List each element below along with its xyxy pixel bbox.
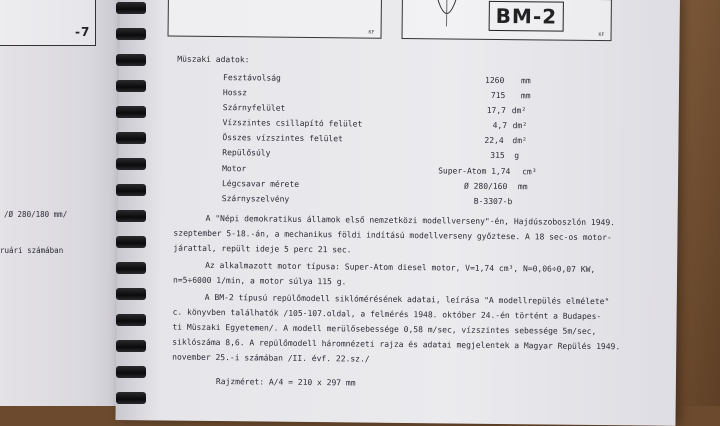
spec-value: 4,7 bbox=[493, 121, 508, 130]
paragraph-line: járattal, repült ideje 5 perc 21 sec. bbox=[173, 244, 351, 255]
binding-coil bbox=[116, 80, 146, 92]
paragraph-line: n=5÷6000 1/min, a motor súlya 115 g. bbox=[173, 276, 346, 287]
spec-unit: dm² bbox=[512, 106, 527, 115]
binding-coil bbox=[116, 392, 146, 404]
binding-coil bbox=[116, 340, 146, 352]
paragraph-line: november 25.-i számában /II. évf. 22.sz./ bbox=[172, 353, 370, 364]
spec-unit: dm² bbox=[512, 136, 527, 145]
spec-label: Repülősúly bbox=[222, 148, 270, 158]
paragraph-line: c. könyvben találhatók /105-107.oldal, a felmérés 1948. október 24.-én történt a Budapes- bbox=[173, 308, 602, 321]
drawing-frame-right bbox=[402, 0, 612, 41]
spec-label: Szárnyszelvény bbox=[222, 194, 290, 204]
spec-heading: Müszaki adatok: bbox=[177, 55, 249, 65]
spec-unit: cm³ bbox=[522, 167, 537, 176]
binding-coil bbox=[116, 184, 146, 196]
spec-value: Ø 280/160 bbox=[464, 182, 507, 191]
left-page-line-2: ruári számában bbox=[0, 246, 63, 255]
spec-label: Hossz bbox=[223, 88, 247, 97]
airplane-sketch-icon bbox=[433, 0, 461, 33]
left-frame-label: -7 bbox=[75, 25, 90, 39]
header-stamp: BM-2 bbox=[496, 4, 558, 29]
spec-label: Légcsavar mérete bbox=[222, 179, 299, 189]
right-page bbox=[115, 0, 679, 426]
binding-coil bbox=[116, 236, 146, 248]
left-page bbox=[0, 0, 128, 406]
spec-unit: mm bbox=[521, 76, 531, 85]
spec-label: Összes vízszintes felület bbox=[222, 133, 343, 143]
binding-coil bbox=[116, 2, 146, 14]
paragraph-line: szeptember 5-18.-án, a mechanikus földi indítású modellverseny győztese. A 18 sec-os motor- bbox=[173, 229, 611, 243]
frame-corner-label-2: KF bbox=[598, 32, 604, 38]
spec-unit: mm bbox=[518, 182, 528, 191]
spec-label: Szárnyfelület bbox=[223, 103, 286, 113]
spec-unit: mm bbox=[521, 91, 531, 100]
binding-coil bbox=[116, 288, 146, 300]
spec-value: 715 bbox=[491, 91, 506, 100]
frame-corner-label-1: KF bbox=[369, 30, 375, 36]
binding-coil bbox=[116, 106, 146, 118]
paragraph-line: A BM-2 típusú repülőmodell siklómérésének adatai, leírása "A modellrepülés elmélete" bbox=[205, 293, 610, 306]
paragraph-line: ti Müszaki Egyetemen/. A modell merülősebessége 0,58 m/sec, vízszintes sebessége 5m/sec, bbox=[172, 323, 596, 336]
spec-value: 1260 bbox=[485, 76, 504, 85]
spec-value: 315 bbox=[490, 151, 505, 160]
spec-value: 22,4 bbox=[484, 136, 503, 145]
spec-label: Motor bbox=[222, 164, 246, 173]
drawing-size-footer: Rajzméret: A/4 = 210 x 297 mm bbox=[216, 377, 356, 387]
binding-coil bbox=[116, 132, 146, 144]
title-stamp-box bbox=[489, 1, 565, 32]
binding-coil bbox=[116, 158, 146, 170]
spec-label: Fesztávolság bbox=[223, 73, 281, 83]
spiral-binding bbox=[112, 0, 148, 406]
spec-value: Super-Atom 1,74 bbox=[438, 166, 510, 176]
binding-coil bbox=[116, 28, 146, 40]
left-drawing-frame bbox=[0, 0, 96, 46]
spec-value: B-3307-b bbox=[474, 197, 513, 206]
spec-unit: dm² bbox=[513, 121, 528, 130]
paragraph-line: siklószáma 8,6. A repülőmodell háromnézeti rajza és adatai megjelentek a Magyar Repülés 1949. bbox=[172, 338, 620, 352]
spec-label: Vízszintes csillapító felület bbox=[223, 118, 363, 128]
binding-coil bbox=[116, 314, 146, 326]
drawing-frame-left bbox=[168, 0, 382, 39]
paragraph-line: Az alkalmazott motor típusa: Super-Atom diesel motor, V=1,74 cm³, N=0,06÷0,07 KW, bbox=[205, 261, 595, 274]
spec-unit: g bbox=[514, 151, 519, 160]
binding-coil bbox=[116, 54, 146, 66]
binding-coil bbox=[116, 262, 146, 274]
spec-value: 17,7 bbox=[487, 106, 506, 115]
binding-coil bbox=[116, 210, 146, 222]
binding-coil bbox=[116, 366, 146, 378]
left-page-line-1: /Ø 280/180 mm/ bbox=[4, 210, 67, 219]
paragraph-line: A "Népi demokratikus államok első nemzetközi modellverseny"-én, Hajdúszoboszlón 1949. bbox=[206, 214, 615, 227]
